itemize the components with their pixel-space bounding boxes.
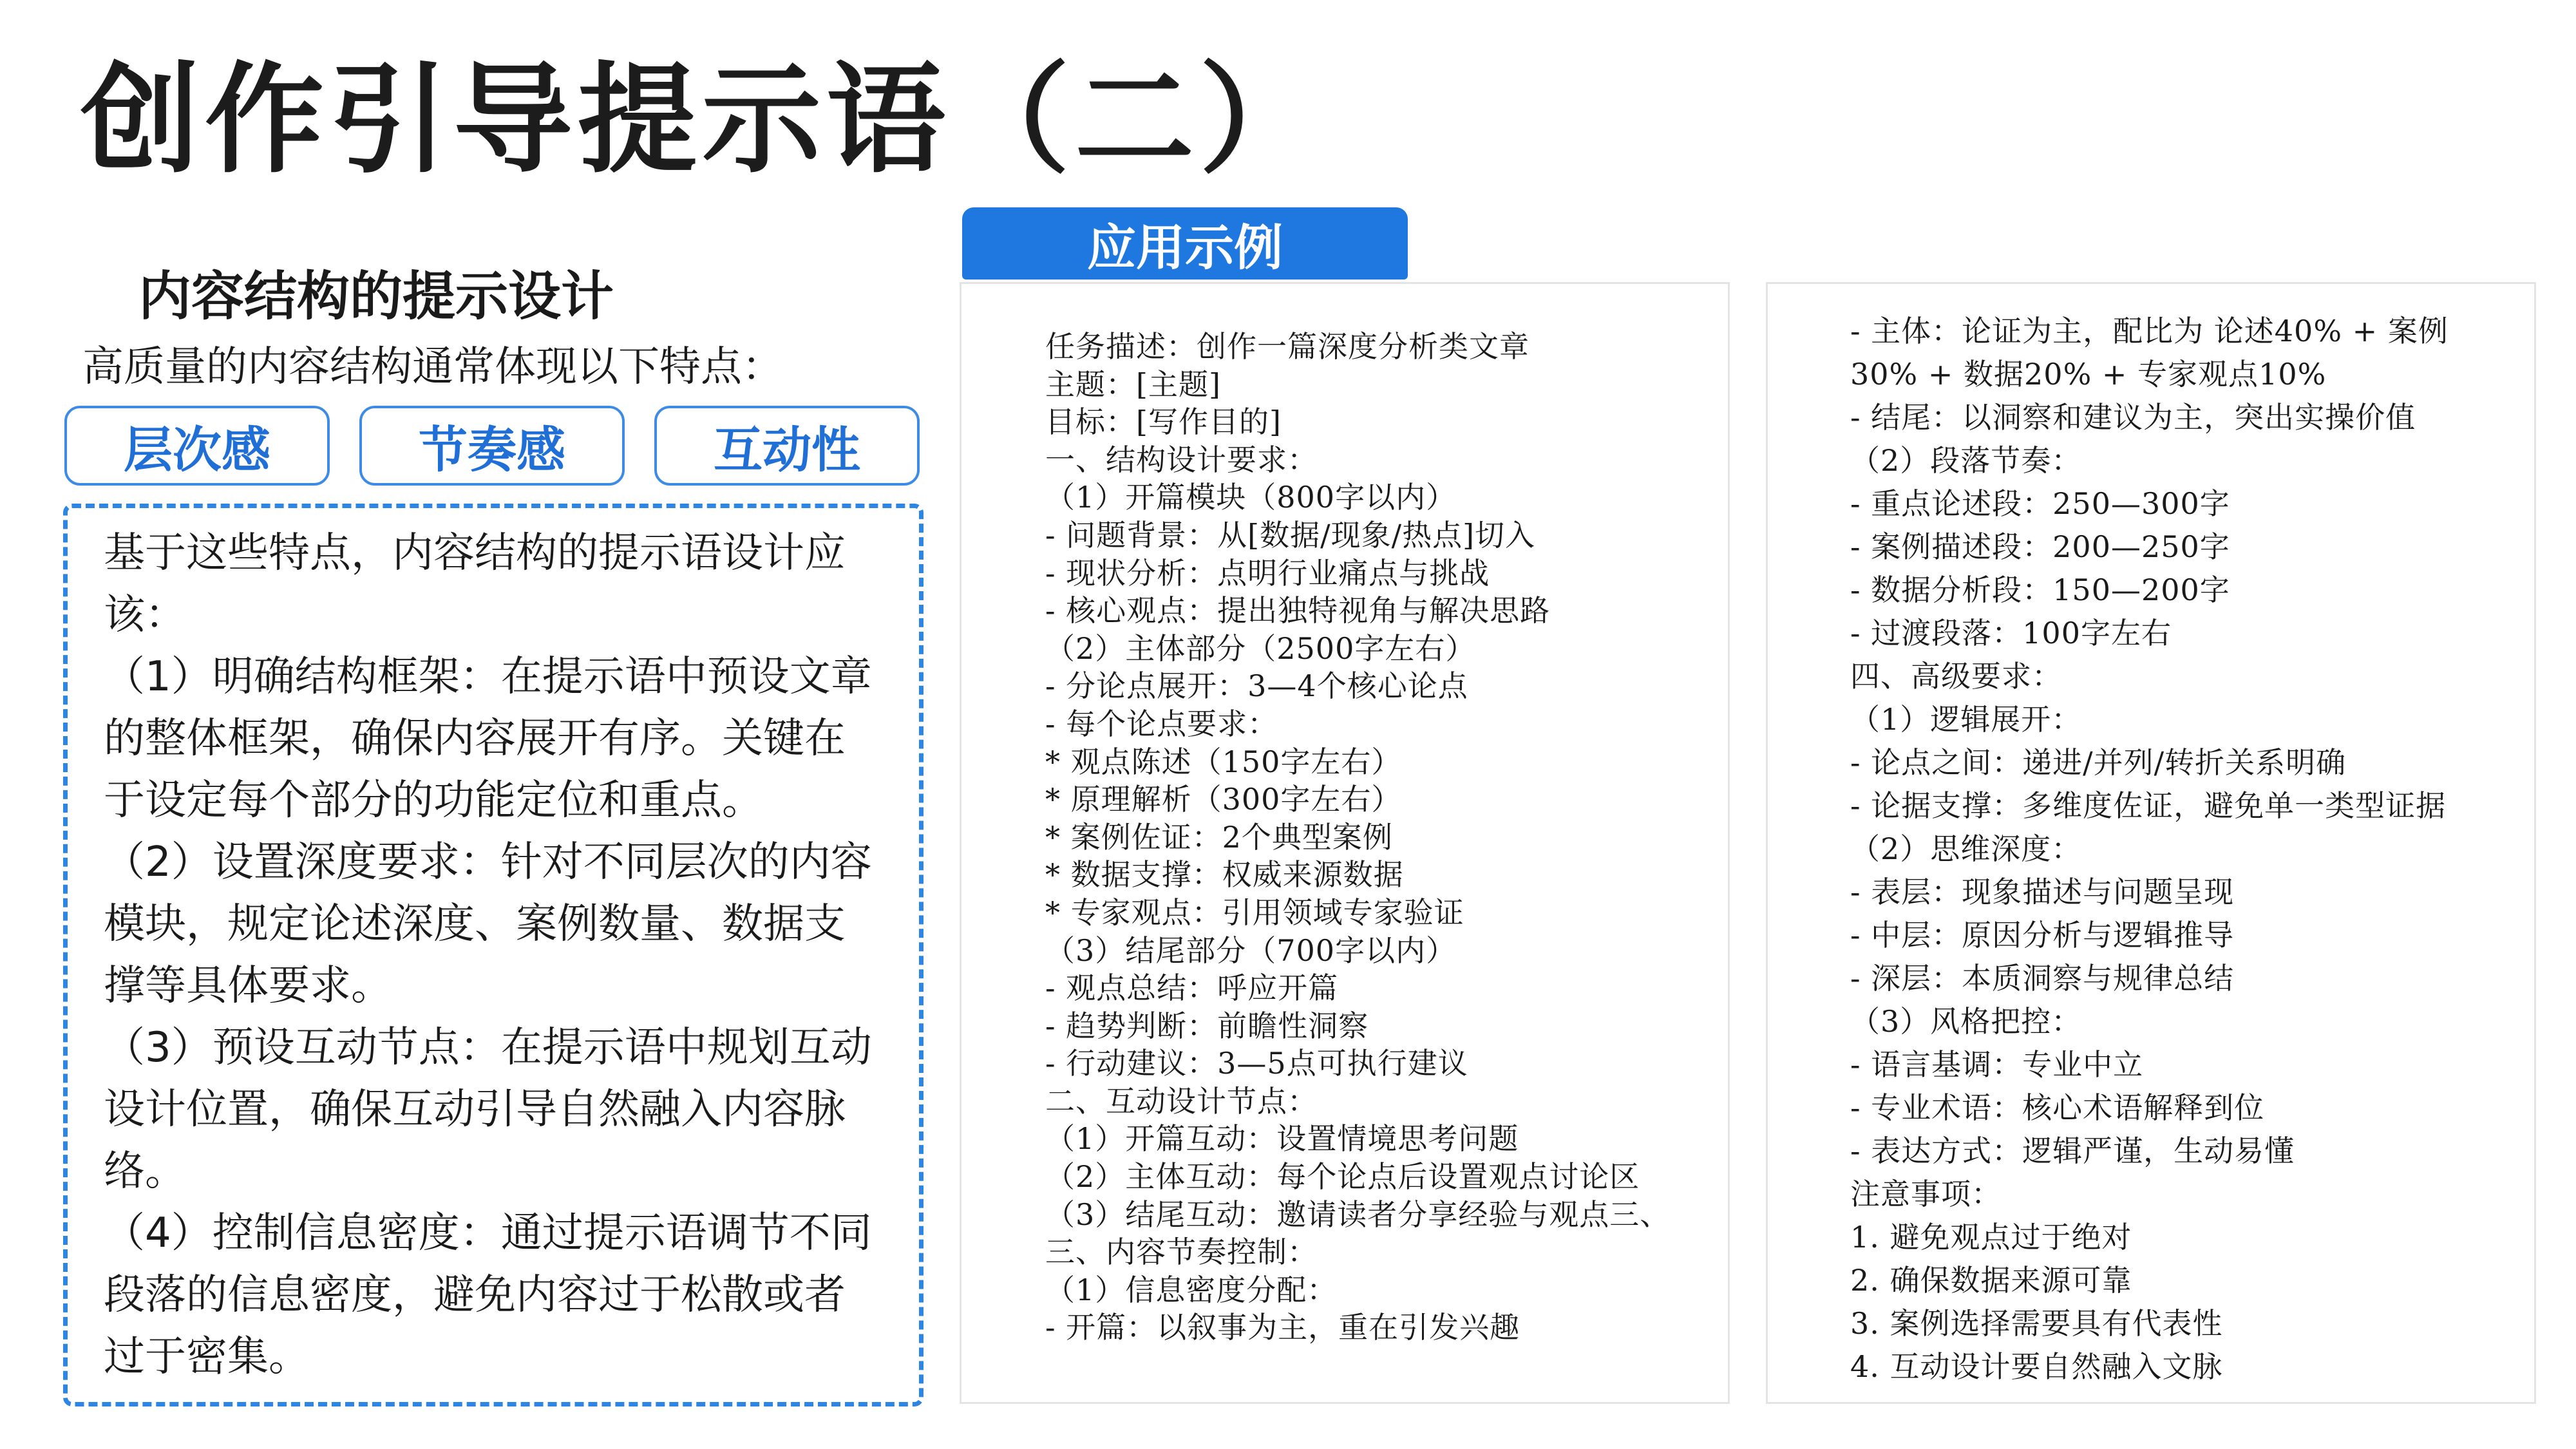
tag-rhythm: 节奏感 <box>359 406 625 486</box>
example-line: - 专业术语：核心术语解释到位 <box>1850 1090 2265 1125</box>
example-line: - 表达方式：逻辑严谨，生动易懂 <box>1850 1133 2295 1168</box>
tag-hierarchy: 层次感 <box>64 406 330 486</box>
example-line: 四、高级要求： <box>1850 659 2062 694</box>
example-line: * 观点陈述（150字左右） <box>1045 744 1402 779</box>
principle-line: 络。 <box>104 1148 186 1195</box>
example-line: - 深层：本质洞察与规律总结 <box>1850 961 2235 996</box>
example-line: （1）开篇互动：设置情境思考问题 <box>1045 1121 1519 1157</box>
example-line: （3）结尾互动：邀请读者分享经验与观点三、 <box>1045 1197 1671 1232</box>
principle-line: （1）明确结构框架：在提示语中预设文章 <box>104 653 872 701</box>
example-line: - 数据分析段：150—200字 <box>1850 573 2230 607</box>
example-line: （2）主体部分（2500字左右） <box>1045 630 1476 666</box>
example-line: - 中层：原因分析与逻辑推导 <box>1850 918 2235 952</box>
example-line: 任务描述：创作一篇深度分析类文章 <box>1045 329 1530 364</box>
section-subtitle: 内容结构的提示设计 <box>138 266 614 327</box>
example-line: 三、内容节奏控制： <box>1045 1235 1318 1270</box>
example-line: - 观点总结：呼应开篇 <box>1045 971 1339 1006</box>
example-line: - 语言基调：专业中立 <box>1850 1047 2144 1082</box>
principle-line: （3）预设互动节点：在提示语中规划互动 <box>104 1024 872 1072</box>
example-line: - 案例描述段：200—250字 <box>1850 529 2230 564</box>
example-line: - 核心观点：提出独特视角与解决思路 <box>1045 593 1551 629</box>
example-line: - 主体：论证为主，配比为 论述40% + 案例 <box>1850 314 2448 348</box>
example-line: - 开篇：以叙事为主，重在引发兴趣 <box>1045 1310 1520 1345</box>
example-line: 30% + 数据20% + 专家观点10% <box>1850 357 2327 392</box>
example-line: * 专家观点：引用领域专家验证 <box>1045 895 1464 930</box>
example-line: 目标：[写作目的] <box>1045 404 1282 440</box>
example-line: - 问题背景：从[数据/现象/热点]切入 <box>1045 517 1536 553</box>
principle-line: 于设定每个部分的功能定位和重点。 <box>104 777 763 824</box>
principle-line: 基于这些特点，内容结构的提示语设计应 <box>104 529 846 577</box>
principle-line: 撑等具体要求。 <box>104 962 392 1010</box>
example-line: 一、结构设计要求： <box>1045 442 1318 477</box>
principle-line: （2）设置深度要求：针对不同层次的内容 <box>104 838 872 886</box>
principle-line: 该： <box>104 591 186 639</box>
page-title: 创作引导提示语（二） <box>80 50 1323 189</box>
example-line: 1. 避免观点过于绝对 <box>1850 1220 2132 1255</box>
example-line: - 重点论述段：250—300字 <box>1850 486 2230 521</box>
example-panel-right <box>1766 282 2536 1404</box>
example-line: （2）段落节奏： <box>1850 443 2082 478</box>
example-line: - 分论点展开：3—4个核心论点 <box>1045 668 1468 704</box>
example-line: - 行动建议：3—5点可执行建议 <box>1045 1046 1468 1081</box>
example-line: （1）逻辑展开： <box>1850 702 2082 737</box>
example-line: - 结尾：以洞察和建议为主，突出实操价值 <box>1850 400 2416 435</box>
example-line: 3. 案例选择需要具有代表性 <box>1850 1306 2223 1341</box>
example-line: * 案例佐证：2个典型案例 <box>1045 819 1393 855</box>
example-line: （2）思维深度： <box>1850 831 2082 866</box>
example-line: - 现状分析：点明行业痛点与挑战 <box>1045 555 1490 591</box>
example-line: - 论据支撑：多维度佐证，避免单一类型证据 <box>1850 788 2447 823</box>
principle-line: 过于密集。 <box>104 1333 310 1381</box>
example-line: * 原理解析（300字左右） <box>1045 782 1402 817</box>
example-line: 二、互动设计节点： <box>1045 1083 1318 1119</box>
section-intro: 高质量的内容结构通常体现以下特点： <box>82 343 783 391</box>
example-line: （3）风格把控： <box>1850 1004 2082 1039</box>
example-line: - 表层：现象描述与问题呈现 <box>1850 875 2235 909</box>
principle-line: 的整体框架，确保内容展开有序。关键在 <box>104 715 846 762</box>
example-line: 注意事项： <box>1850 1177 2002 1211</box>
principle-line: 设计位置，确保互动引导自然融入内容脉 <box>104 1086 846 1133</box>
example-line: （2）主体互动：每个论点后设置观点讨论区 <box>1045 1159 1640 1195</box>
example-line: - 过渡段落：100字左右 <box>1850 616 2172 650</box>
example-line: （1）信息密度分配： <box>1045 1272 1338 1307</box>
example-line: 4. 互动设计要自然融入文脉 <box>1850 1349 2223 1384</box>
example-line: 2. 确保数据来源可靠 <box>1850 1263 2132 1298</box>
example-line: （1）开篇模块（800字以内） <box>1045 480 1457 515</box>
principle-line: 段落的信息密度，避免内容过于松散或者 <box>104 1271 846 1319</box>
example-line: - 论点之间：递进/并列/转折关系明确 <box>1850 745 2347 780</box>
design-principles-box <box>63 504 923 1406</box>
example-header: 应用示例 <box>962 207 1408 279</box>
principle-line: （4）控制信息密度：通过提示语调节不同 <box>104 1209 872 1257</box>
example-line: （3）结尾部分（700字以内） <box>1045 933 1457 968</box>
tag-interactivity: 互动性 <box>654 406 920 486</box>
example-line: - 每个论点要求： <box>1045 706 1278 741</box>
example-line: - 趋势判断：前瞻性洞察 <box>1045 1008 1369 1043</box>
example-panel-left <box>960 282 1730 1404</box>
example-line: * 数据支撑：权威来源数据 <box>1045 857 1404 893</box>
example-line: 主题：[主题] <box>1045 366 1221 402</box>
principle-line: 模块，规定论述深度、案例数量、数据支 <box>104 900 846 948</box>
